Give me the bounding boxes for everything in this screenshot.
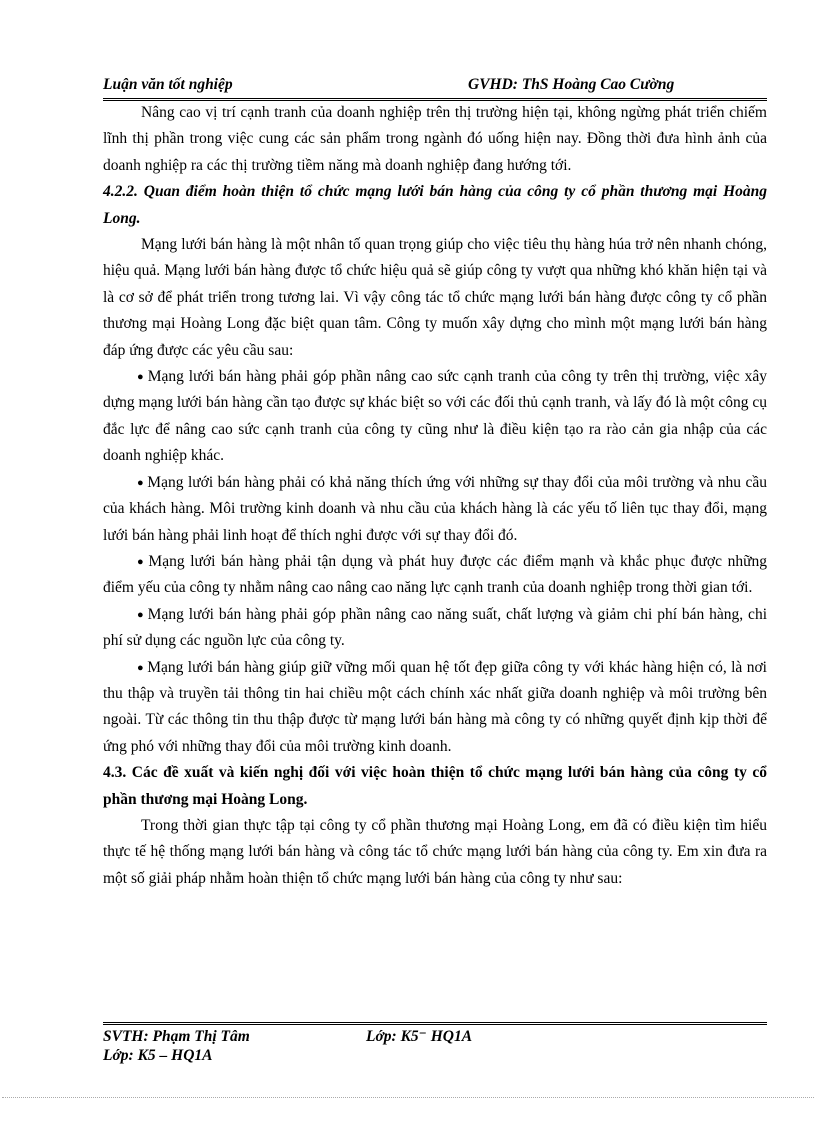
- bullet-item: [103, 364, 767, 470]
- bullet-icon: ●: [137, 608, 145, 621]
- bullet-text: Mạng lưới bán hàng phải tận dụng và phát huy được các điểm mạnh và khắc phục được những điểm yếu của công ty nhằm nâng cao nâng cao năng lực cạnh tranh của doanh nghiệp trong thời gian tới.: [103, 552, 767, 597]
- bullet-item: [103, 602, 767, 655]
- bullet-text: Mạng lưới bán hàng phải góp phần nâng cao sức cạnh tranh của công ty trên thị trường, việc xây dựng mạng lưới bán hàng cần tạo được sự khác biệt so với các đối thủ cạnh tranh, và lấy đó là một công cụ đắc lực để nâng cao sức cạnh tranh của công ty cũng như là điều kiện tạo ra rào cản gia nhập của các doanh nghiệp khác.: [103, 368, 768, 465]
- page-border-dotted: [2, 1097, 814, 1098]
- page-body: [103, 100, 767, 892]
- bullet-text: Mạng lưới bán hàng phải góp phần nâng cao năng suất, chất lượng và giảm chi phí bán hàng, chi phí sử dụng các nguồn lực của công ty.: [103, 605, 767, 650]
- heading-4-3: 4.3. Các đề xuất và kiến nghị đối với việc hoàn thiện tổ chức mạng lưới bán hàng của công ty cổ phần thương mại Hoàng Long.: [103, 764, 767, 808]
- bullet-icon: ●: [137, 476, 145, 489]
- bullet-item: [103, 549, 767, 602]
- paragraph-network-importance: Mạng lưới bán hàng là một nhân tố quan trọng giúp cho việc tiêu thụ hàng húa trở nên nhanh chóng, hiệu quả. Mạng lưới bán hàng được tổ chức hiệu quả sẽ giúp công ty vượt qua những khó khăn hiện tại và là cơ sở để phát triển trong tương lai. Vì vậy công tác tổ chức mạng lưới bán hàng được công ty cổ phần thương mại Hoàng Long đặc biệt quan tâm. Công ty muốn xây dựng cho mình một mạng lưới bán hàng đáp ứng được các yêu cầu sau:: [103, 236, 767, 359]
- bullet-item: [103, 655, 767, 761]
- bullet-icon: ●: [137, 661, 145, 674]
- bullet-icon: ●: [137, 371, 145, 384]
- paragraph-internship: Trong thời gian thực tập tại công ty cổ phần thương mại Hoàng Long, em đã có điều kiện tìm hiểu thực tế hệ thống mạng lưới bán hàng và công tác tổ chức mạng lưới bán hàng của công ty. Em xin đưa ra một số giải pháp nhằm hoàn thiện tổ chức mạng lưới bán hàng của công ty như sau:: [103, 816, 767, 887]
- bullet-item: [103, 470, 767, 549]
- page-header: [103, 76, 767, 101]
- bullet-icon: ●: [137, 555, 146, 568]
- footer-class-left: Lớp: K5 – HQ1A: [103, 1047, 213, 1064]
- page-footer: [103, 1027, 767, 1065]
- header-advisor: GVHD: ThS Hoàng Cao Cường: [468, 76, 675, 93]
- header-document-type: Luận văn tốt nghiệp: [103, 76, 233, 93]
- heading-4-2-2: 4.2.2. Quan điểm hoàn thiện tổ chức mạng lưới bán hàng của công ty cổ phần thương mại Hoàng Long.: [103, 183, 767, 227]
- paragraph-intro: Nâng cao vị trí cạnh tranh của doanh nghiệp trên thị trường hiện tại, không ngừng phát triển chiếm lĩnh thị phần trong việc cung các sản phẩm trong ngành đó uống hiện nay. Đồng thời đưa hình ảnh của doanh nghiệp ra các thị trường tiềm năng mà doanh nghiệp đang hướng tới.: [103, 104, 767, 174]
- footer-student: SVTH: Phạm Thị Tâm: [103, 1028, 250, 1045]
- bullet-text: Mạng lưới bán hàng phải có khả năng thích ứng với những sự thay đổi của môi trường và nhu cầu của khách hàng. Môi trường kinh doanh và nhu cầu của khách hàng là các yếu tố liên tục thay đổi, mạng lưới bán hàng phải linh hoạt để thích nghi được với sự thay đổi đó.: [103, 473, 767, 544]
- bullet-text: Mạng lưới bán hàng giúp giữ vững mối quan hệ tốt đẹp giữa công ty với khác hàng hiện có, là nơi thu thập và truyền tải thông tin hai chiều một cách chính xác nhất giữa doanh nghiệp và môi trường bên ngoài. Từ các thông tin thu thập được từ mạng lưới bán hàng mà công ty có những quyết định kịp thời để ứng phó với những thay đổi của môi trường kinh doanh.: [103, 658, 767, 755]
- footer-class-right: Lớp: K5⁻ HQ1A: [366, 1028, 473, 1045]
